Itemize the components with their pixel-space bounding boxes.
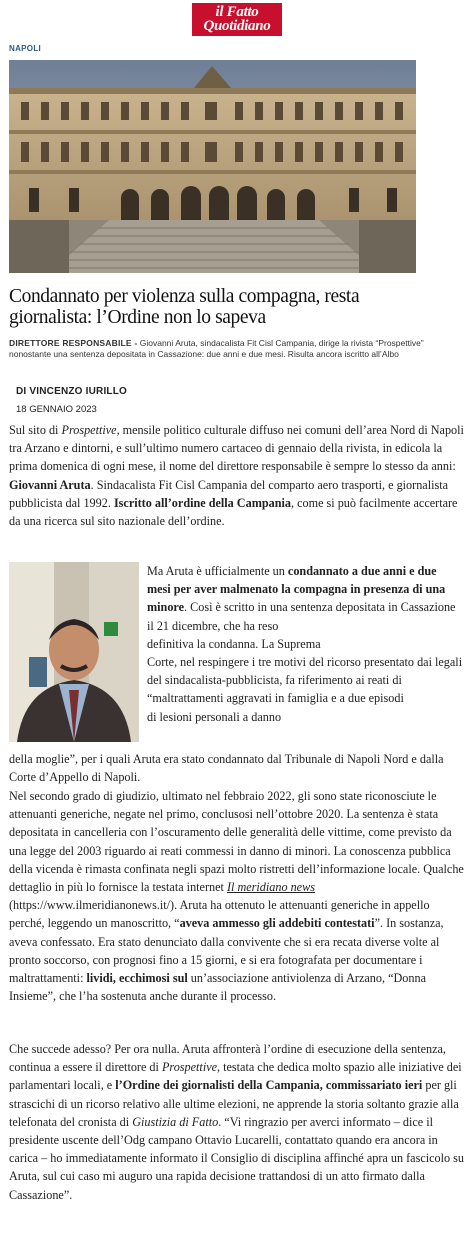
publish-date: 18 GENNAIO 2023 <box>16 404 97 415</box>
author-photo <box>9 562 139 742</box>
paragraph-5: Che succede adesso? Per ora nulla. Aruta affronterà l’ordine di esecuzione della sentenza, continua a essere il direttore di Prospettive, testata che dedica molto spazio alle iniziative dei parlamentari locali, e l’Ordine dei giornalisti della Campania, commissariato ieri per gli strascichi di un ricorso relativo alle ultime elezioni, ne apprende la storia soltanto grazie alla telefonata del cronista di Giustizia di Fatto. “Vi ringrazio per averci informato – dice il presidente uscente dell’Odg campano Ottavio Lucarelli, contattato quando era ancora in carica – ho immediatamente informato il Consiglio di disciplina affinché apra un fascicolo su Aruta, sul cui caso mi auguro una rapida decisione trattandosi di un atto firmato dalla Cassazione”. <box>9 1042 464 1202</box>
logo-line-1: il Fatto <box>215 4 259 20</box>
paragraph-3: della moglie”, per i quali Aruta era stato condannato dal Tribunale di Napoli Nord e dalla Corte d’Appello di Napoli. <box>9 752 444 785</box>
lead-text: Giovanni Aruta, sindacalista Fit Cisl Campania, dirige la rivista “Prospettive” nonostante una sentenza depositata in Cassazione: due anni e due mesi. Risulta ancora iscritto all’Albo <box>9 338 424 359</box>
paragraph-1: Sul sito di Prospettive, mensile politico culturale diffuso nei comuni dell’area Nord di Napoli tra Arzano e dintorni, e sull’ultimo numero cartaceo di gennaio della rivista, in edicola la prima domenica di ogni mese, il nome del direttore responsabile è sempre lo stesso da anni: Giovanni Aruta. Sindacalista Fit Cisl Campania del comparto aero trasporti, e giornalista pubblicista dal 1992. Iscritto all’ordine della Campania, come si può facilmente accertare da una ricerca sul sito nazionale dell’ordine. <box>9 423 464 529</box>
newspaper-logo[interactable] <box>192 3 282 36</box>
logo-line-2: Quotidiano <box>203 18 271 34</box>
article-title: Condannato per violenza sulla compagna, resta giornalista: l’Ordine non lo sapeva <box>9 286 360 328</box>
section-label[interactable]: NAPOLI <box>9 44 42 53</box>
paragraph-2: Ma Aruta è ufficialmente un condannato a due anni e due mesi per aver malmenato la compagna in presenza di una minore. Così è scritto in una sentenza depositata in Cassazioneil 21 dicembre, che ha reso definitiva la condanna. La Suprema Corte, nel respingere i tre motivi del ricorso presentato dai legali del sindacalista-pubblicista, fa riferimento ai reati di “maltrattamenti aggravati in famiglia e a due episodi di lesioni personali a danno <box>147 564 463 724</box>
hero-image <box>9 60 416 273</box>
author-byline[interactable]: DI VINCENZO IURILLO <box>16 386 128 397</box>
lead-label: DIRETTORE RESPONSABILE - <box>9 338 138 348</box>
article-lead <box>9 338 429 359</box>
paragraph-4: Nel secondo grado di giudizio, ultimato nel febbraio 2022, gli sono state riconosciute le attenuanti generiche, negate nel primo, conclusosi nell’ottobre 2020. La sentenza è stata depositata in cancelleria con l’oscuramento delle generalità delle vittime, come previsto da una legge del 2003 riguardo ai reati commessi in danno di minori. La conoscenza pubblica della vicenda è rimasta confinata negli spazi molto ristretti dell’informazione locale. Qualche dettaglio in più lo fornisce la testata internet Il meridiano news (https://www.ilmeridianonews.it/). Aruta ha ottenuto le attenuanti generiche in appello perché, leggendo un manoscritto, “aveva ammesso gli addebiti contestati”. In sostanza, aveva confessato. Era stato denunciato dalla convivente che si era recata diverse volte al pronto soccorso, con prognosi fino a 15 giorni, e si era fotografata per documentare i maltrattamenti: lividi, ecchimosi sul un’associazione antiviolenza di Arzano, “Donna Insieme”, che l’ha sostenuta anche durante il processo. <box>9 789 464 1004</box>
meridiano-link[interactable]: Il meridiano news <box>226 880 315 895</box>
